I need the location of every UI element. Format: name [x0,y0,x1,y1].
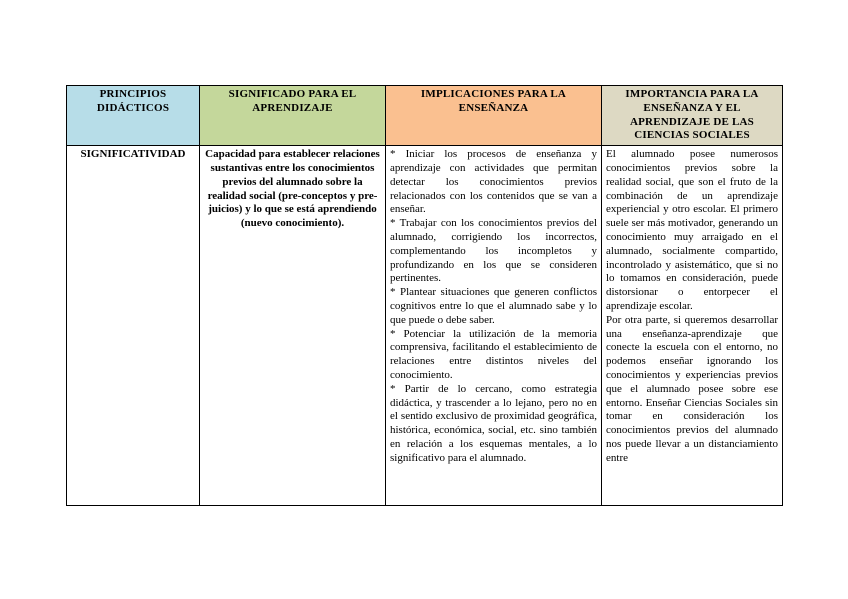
meaning-cell: Capacidad para establecer relaciones sustantivas entre los conocimientos previos del alumnado sobre la realidad social (pre-conceptos y pre-juicios) y lo que se está aprendiendo (nuevo conocimiento). [200,146,386,506]
principle-cell: SIGNIFICATIVIDAD [67,146,200,506]
header-importancia: IMPORTANCIA PARA LA ENSEÑANZA Y EL APRENDIZAJE DE LAS CIENCIAS SOCIALES [602,86,783,146]
implication-item: * Iniciar los procesos de enseñanza y aprendizaje con actividades que permitan detectar los conocimientos previos relacionados con los contenidos que se van a enseñar. [390,148,597,216]
header-implicaciones: IMPLICACIONES PARA LA ENSEÑANZA [386,86,602,146]
implication-item: * Trabajar con los conocimientos previos del alumnado, corrigiendo los incorrectos, complementando los incompletos y profundizando en los que se consideren pertinentes. [390,217,597,285]
principles-table [66,85,783,506]
header-principios: PRINCIPIOS DIDÁCTICOS [67,86,200,146]
importance-paragraph: Por otra parte, si queremos desarrollar una enseñanza-aprendizaje que conecte la escuela con el entorno, no podemos enseñar ignorando los conocimientos y experiencias previos que el alumnado posee sobre ese entorno. Enseñar Ciencias Sociales sin tomar en consideración los conocimientos previos del alumnado nos puede llevar a un distanciamiento entre [606,313,778,464]
header-row [67,86,783,146]
implication-item: * Plantear situaciones que generen conflictos cognitivos entre lo que el alumnado sabe y lo que puede o debe saber. [390,286,597,326]
implication-item: * Potenciar la utilización de la memoria comprensiva, facilitando el establecimiento de relaciones entre distintos niveles del conocimiento. [390,327,597,381]
header-significado: SIGNIFICADO PARA EL APRENDIZAJE [200,86,386,146]
implication-item: * Partir de lo cercano, como estrategia didáctica, y trascender a lo lejano, pero no en el sentido exclusivo de proximidad geográfica, histórica, económica, social, etc. sino también en relación a los esquemas mentales, a lo significativo para el alumnado. [390,382,597,464]
implications-cell [386,146,602,506]
importance-cell [602,146,783,506]
table-row [67,146,783,506]
importance-paragraph: El alumnado posee numerosos conocimientos previos sobre la realidad social, que son el fruto de la combinación de un aprendizaje experiencial y otro escolar. El primero suele ser más motivador, generando un conocimiento muy arraigado en el alumnado, socialmente compartido, incontrolado y asistemático, que si no lo tomamos en consideración, puede distorsionar o entorpecer el aprendizaje escolar. [606,148,778,312]
